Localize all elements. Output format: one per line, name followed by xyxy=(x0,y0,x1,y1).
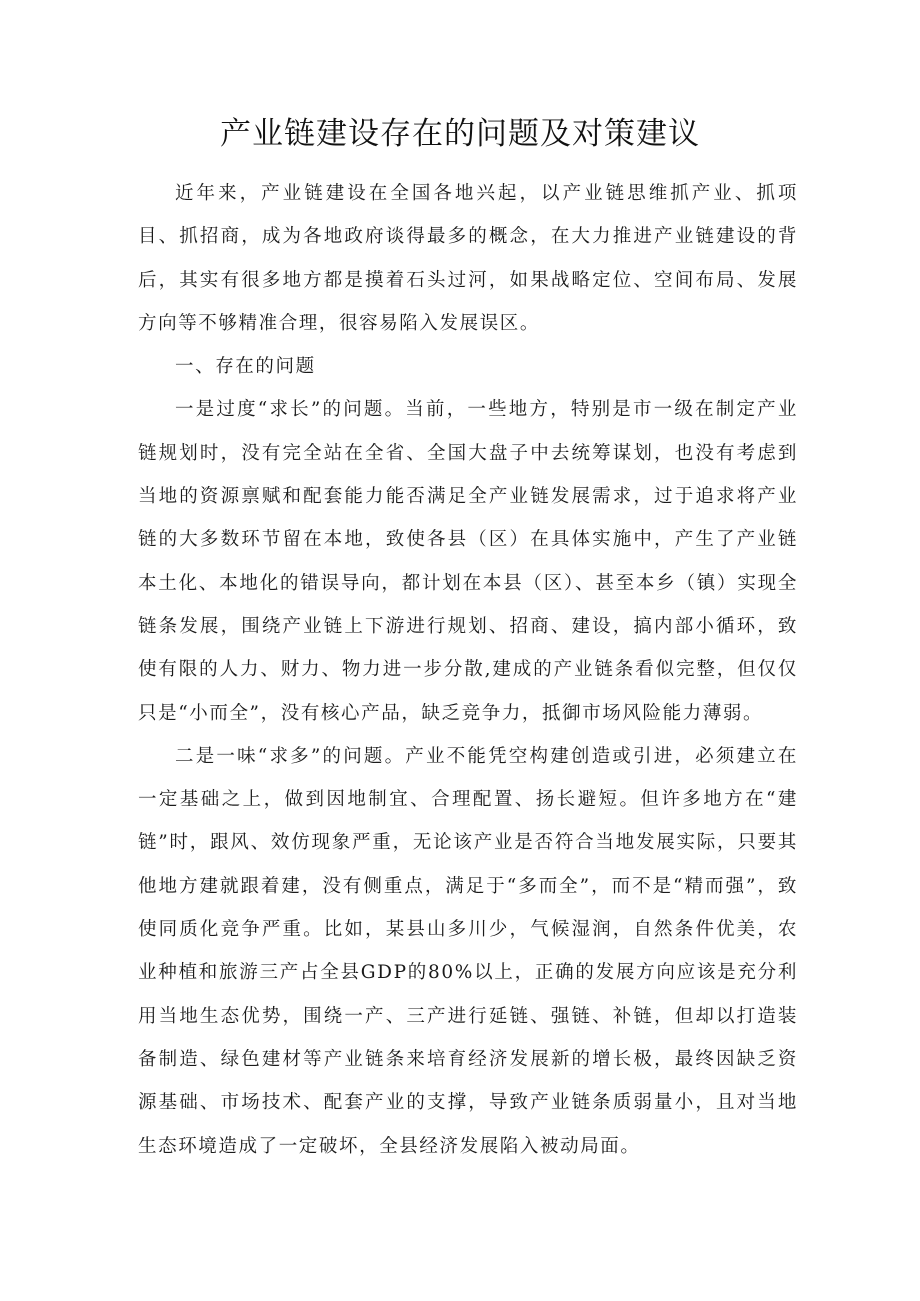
document-title: 产业链建设存在的问题及对策建议 xyxy=(220,116,700,152)
document-body xyxy=(138,172,798,1168)
problem-paragraph-1: 一是过度“求长”的问题。当前，一些地方，特别是市一级在制定产业链规划时，没有完全站在全省、全国大盘子中去统筹谋划，也没有考虑到当地的资源禀赋和配套能力能否满足全产业链发展需求，过于追求将产业链的大多数环节留在本地，致使各县（区）在具体实施中，产生了产业链本土化、本地化的错误导向，都计划在本县（区）、甚至本乡（镇）实现全链条发展，围绕产业链上下游进行规划、招商、建设，搞内部小循环，致使有限的人力、财力、物力进一步分散,建成的产业链条看似完整，但仅仅只是“小而全”，没有核心产品，缺乏竞争力，抵御市场风险能力薄弱。 xyxy=(138,399,798,724)
section-heading-problems: 一、存在的问题 xyxy=(175,356,316,378)
problem-paragraph-2: 二是一味“求多”的问题。产业不能凭空构建创造或引进，必须建立在一定基础之上，做到因地制宜、合理配置、扬长避短。但许多地方在“建链”时，跟风、效仿现象严重，无论该产业是否符合当地发展实际，只要其他地方建就跟着建，没有侧重点，满足于“多而全”，而不是“精而强”，致使同质化竞争严重。比如，某县山多川少，气候湿润，自然条件优美，农业种植和旅游三产占全县GDP的80%以上，正确的发展方向应该是充分利用当地生态优势，围绕一产、三产进行延链、强链、补链，但却以打造装备制造、绿色建材等产业链条来培育经济发展新的增长极，最终因缺乏资源基础、市场技术、配套产业的支撑，导致产业链条质弱量小，且对当地生态环境造成了一定破坏，全县经济发展陷入被动局面。 xyxy=(138,745,798,1157)
intro-paragraph: 近年来，产业链建设在全国各地兴起，以产业链思维抓产业、抓项目、抓招商，成为各地政府谈得最多的概念，在大力推进产业链建设的背后，其实有很多地方都是摸着石头过河，如果战略定位、空间布局、发展方向等不够精准合理，很容易陷入发展误区。 xyxy=(138,183,798,334)
